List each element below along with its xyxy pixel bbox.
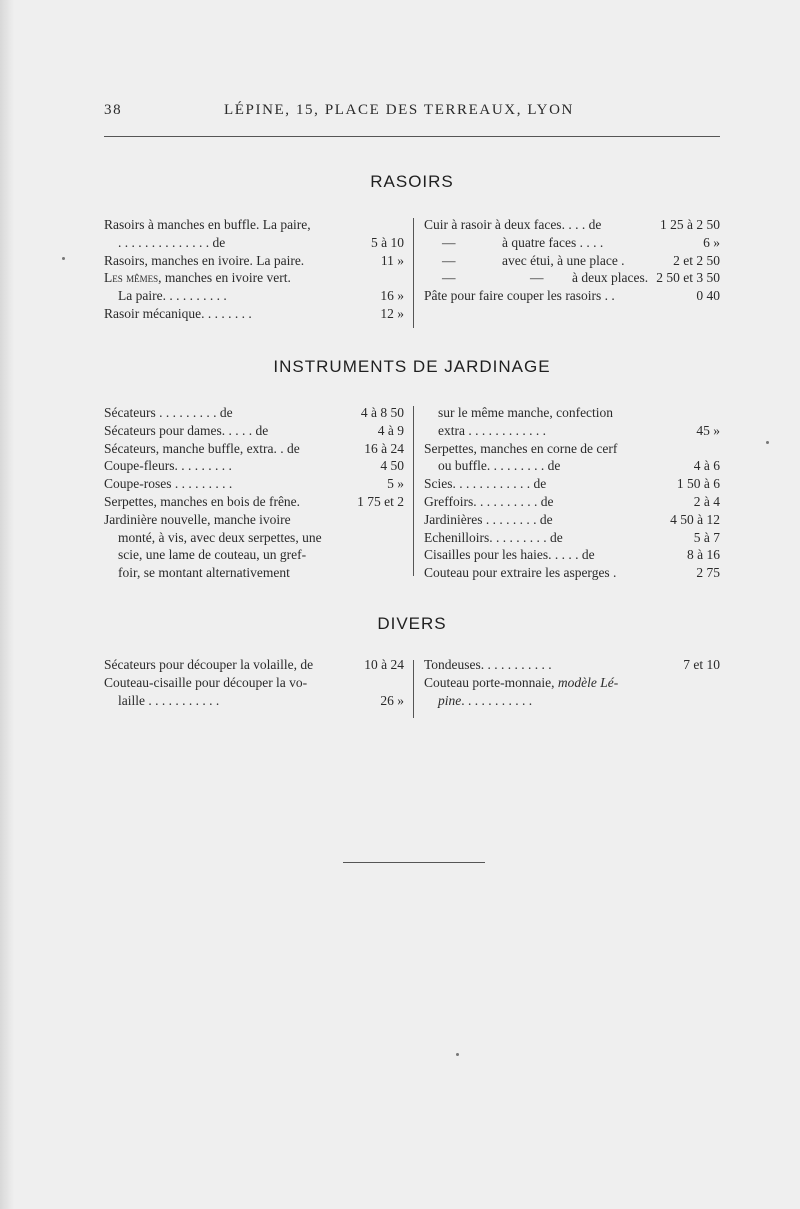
jardinage-left-column (104, 404, 404, 582)
list-item: Greffoirs. . . . . . . . . . de 2 à 4 (424, 493, 720, 509)
list-item: Cuir à rasoir à deux faces. . . . de 1 25 à 2 50 (424, 217, 720, 232)
list-item: monté, à vis, avec deux serpettes, une (118, 529, 322, 545)
list-item: Serpettes, manches en bois de frêne. 1 75 et 2 (104, 493, 404, 509)
list-item: extra . . . . . . . . . . . . 45 » (438, 422, 720, 438)
show-through-text (190, 760, 196, 776)
list-item: Sécateurs, manche buffle, extra. . de 16 à 24 (104, 440, 404, 456)
paper-speck (456, 1053, 459, 1056)
list-item: Serpettes, manches en corne de cerf (424, 440, 618, 456)
section-title-divers: DIVERS (377, 614, 447, 633)
section-title-jardinage: INSTRUMENTS DE JARDINAGE (273, 357, 551, 376)
list-item: Cisailles pour les haies. . . . . de 8 à 16 (424, 547, 720, 563)
list-item: ou buffle. . . . . . . . . de 4 à 6 (438, 458, 720, 474)
divers-right-column (424, 656, 720, 709)
jardinage-right-column (424, 404, 720, 582)
list-item: Sécateurs pour découper la volaille, de 10 à 24 (104, 657, 404, 672)
rasoirs-right-column (424, 216, 720, 305)
list-item: Coupe-fleurs. . . . . . . . . 4 50 (104, 458, 404, 474)
list-item: Couteau-cisaille pour découper la vo- (104, 674, 308, 690)
list-item: Rasoirs, manches en ivoire. La paire. 11 » (104, 252, 404, 268)
list-item: Les mêmes, manches en ivoire vert. (104, 270, 291, 286)
running-title: LÉPINE, 15, PLACE DES TERREAUX, LYON (224, 102, 574, 118)
rasoirs-left-column (104, 216, 404, 323)
column-divider (413, 660, 414, 718)
column-divider (413, 406, 414, 576)
column-divider (413, 218, 414, 328)
list-item: . . . . . . . . . . . . . . de 5 à 10 (118, 234, 404, 250)
list-item: Tondeuses. . . . . . . . . . . 7 et 10 (424, 657, 720, 672)
list-item: Pâte pour faire couper les rasoirs . . 0 40 (424, 288, 720, 304)
list-item: Couteau porte-monnaie, modèle Lé- (424, 674, 619, 690)
list-item: pine. . . . . . . . . . . (438, 692, 533, 708)
list-item: Jardinière nouvelle, manche ivoire (104, 511, 291, 527)
list-item: — avec étui, à une place . 2 et 2 50 (442, 252, 720, 268)
list-item: Rasoirs à manches en buffle. La paire, (104, 217, 311, 232)
list-item: Jardinières . . . . . . . . de 4 50 à 12 (424, 511, 720, 527)
paper-speck (62, 257, 65, 260)
closing-rule (343, 862, 485, 863)
list-item: — à quatre faces . . . . 6 » (442, 234, 720, 250)
header-rule (104, 136, 720, 137)
divers-left-column (104, 656, 404, 709)
list-item: Sécateurs pour dames. . . . . de 4 à 9 (104, 422, 404, 438)
list-item: — — à deux places. 2 50 et 3 50 (442, 270, 720, 286)
list-item: Sécateurs . . . . . . . . . de 4 à 8 50 (104, 405, 404, 420)
running-header (104, 100, 720, 124)
list-item: Coupe-roses . . . . . . . . . 5 » (104, 476, 404, 492)
list-item: Rasoir mécanique. . . . . . . . 12 » (104, 305, 404, 321)
list-item: Echenilloirs. . . . . . . . . de 5 à 7 (424, 529, 720, 545)
list-item: foir, se montant alternativement (118, 565, 290, 581)
list-item: La paire. . . . . . . . . . 16 » (118, 288, 404, 304)
list-item: sur le même manche, confection (438, 405, 614, 420)
page-number: 38 (104, 102, 123, 118)
paper-speck (766, 441, 769, 444)
list-item: Scies. . . . . . . . . . . . de 1 50 à 6 (424, 476, 720, 492)
list-item: scie, une lame de couteau, un gref- (118, 547, 307, 563)
list-item: Couteau pour extraire les asperges . 2 75 (424, 565, 720, 581)
list-item: laille . . . . . . . . . . . 26 » (118, 692, 404, 708)
page-edge (0, 0, 14, 1209)
section-title-rasoirs: RASOIRS (370, 172, 454, 191)
